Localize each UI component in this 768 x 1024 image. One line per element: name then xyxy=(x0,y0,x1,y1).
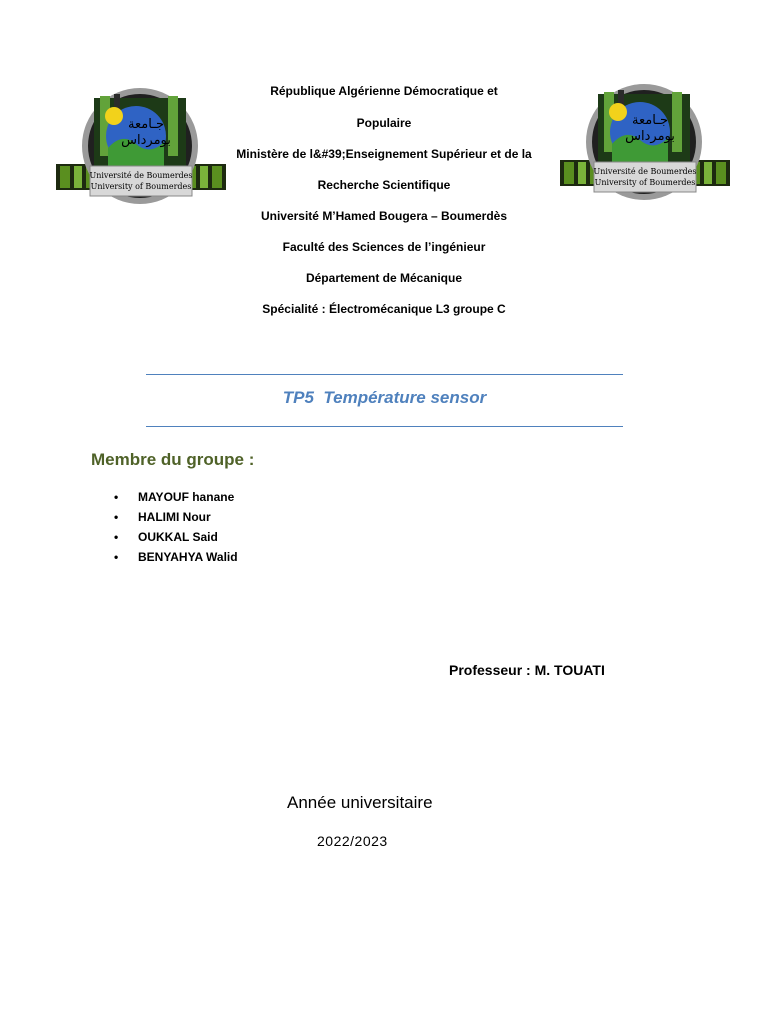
logo-sun xyxy=(609,103,627,121)
logo-caption-line1: Université de Boumerdes xyxy=(89,171,193,180)
header-line-university: Université M’Hamed Bougera – Boumerdès xyxy=(260,209,508,223)
logo-sun xyxy=(105,107,123,125)
header-line-department: Département de Mécanique xyxy=(305,271,463,285)
members-heading: Membre du groupe : xyxy=(91,450,255,469)
university-logo-left-icon xyxy=(56,88,226,208)
logo-arabic-line1: جـامعة xyxy=(631,113,669,128)
bullet-icon: • xyxy=(114,510,119,524)
logo-arabic-line2: بومرداس xyxy=(121,133,171,148)
members-list xyxy=(112,488,238,568)
list-item xyxy=(112,528,238,548)
header-line-populaire: Populaire xyxy=(356,116,412,130)
logo-caption-line2: University of Boumerdes xyxy=(90,182,192,191)
logo-caption-line2: University of Boumerdes xyxy=(594,178,696,187)
header-line-research: Recherche Scientifique xyxy=(317,178,451,192)
logo-caption-line1: Université de Boumerdes xyxy=(593,167,697,176)
logo-arabic-line1: جـامعة xyxy=(127,117,165,132)
header-line-republic: République Algérienne Démocratique et xyxy=(270,84,498,98)
member-name: MAYOUF hanane xyxy=(138,490,235,504)
title-divider-top xyxy=(146,374,623,375)
title-divider-bottom xyxy=(146,426,623,427)
member-name: HALIMI Nour xyxy=(138,510,211,524)
member-name: BENYAHYA Walid xyxy=(138,550,238,564)
academic-year-label: Année universitaire xyxy=(287,793,433,812)
bullet-icon: • xyxy=(114,550,119,564)
university-logo-right-icon xyxy=(560,84,730,204)
list-item xyxy=(112,508,238,528)
bullet-icon: • xyxy=(114,530,119,544)
logo-arabic-line2: بومرداس xyxy=(625,129,675,144)
professor-line: Professeur : M. TOUATI xyxy=(449,662,605,678)
academic-year-value: 2022/2023 xyxy=(317,833,388,849)
list-item xyxy=(112,488,238,508)
document-title: TP5 Température sensor xyxy=(282,388,487,407)
member-name: OUKKAL Said xyxy=(138,530,218,544)
header-line-ministry: Ministère de l&#39;Enseignement Supérieur et de la xyxy=(236,147,532,161)
bullet-icon: • xyxy=(114,490,119,504)
list-item xyxy=(112,548,238,568)
header-line-specialty: Spécialité : Électromécanique L3 groupe C xyxy=(262,302,506,316)
header-line-faculty: Faculté des Sciences de l’ingénieur xyxy=(282,240,486,254)
